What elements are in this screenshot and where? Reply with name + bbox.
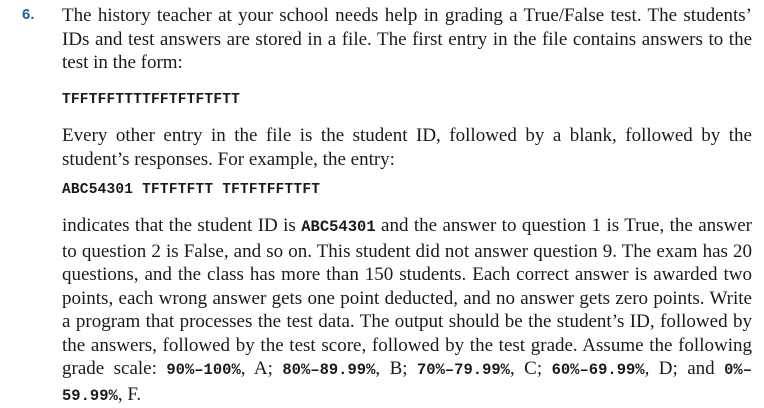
entry-format-paragraph: Every other entry in the file is the student ID, followed by a blank, followed by the student’s responses. For example, the entry: [62, 125, 752, 170]
grade-label-f: , F. [117, 383, 142, 405]
grade-label-d: , D; and [644, 358, 725, 379]
grade-range-c: 70%–79.99% [416, 361, 510, 379]
instructions-paragraph [62, 214, 752, 408]
student-id-inline-code: ABC54301 [301, 218, 376, 236]
answer-key-code: TFFTFFTTTTFFTFTFTFTT [62, 92, 241, 108]
grade-range-d: 60%–69.99% [551, 361, 645, 379]
problem-number: 6. [22, 6, 35, 23]
intro-paragraph: The history teacher at your school needs help in grading a True/False test. The students’ IDs and test answers are stored in a file. The first entry in the file contains answers to the test in the form: [62, 5, 752, 73]
grade-label-c: , C; [509, 358, 552, 379]
example-entry-code: ABC54301 TFTFTFTT TFTFTFFTTFT [62, 182, 321, 198]
grade-label-b: , B; [375, 358, 417, 379]
grade-range-f: 0%–59.99% [62, 361, 753, 405]
grade-range-a: 90%–100% [166, 361, 241, 379]
instructions-text-1: indicates that the student ID is [62, 215, 302, 236]
grade-label-a: , A; [240, 358, 283, 379]
grade-range-b: 80%–89.99% [282, 361, 376, 379]
instructions-text-2: and the answer to question 1 is True, the answer to question 2 is False, and so on. This student did not answer question 9. The exam has 20 questions, and the class has more than 150 students. Each correct answer is awarded two points, each wrong answer gets one point deducted, and no answer gets zero points. Write a program that processes the test data. The output should be the student’s ID, followed by the answers, followed by the test score, followed by the test grade. Assume the following grade scale: [62, 215, 753, 379]
